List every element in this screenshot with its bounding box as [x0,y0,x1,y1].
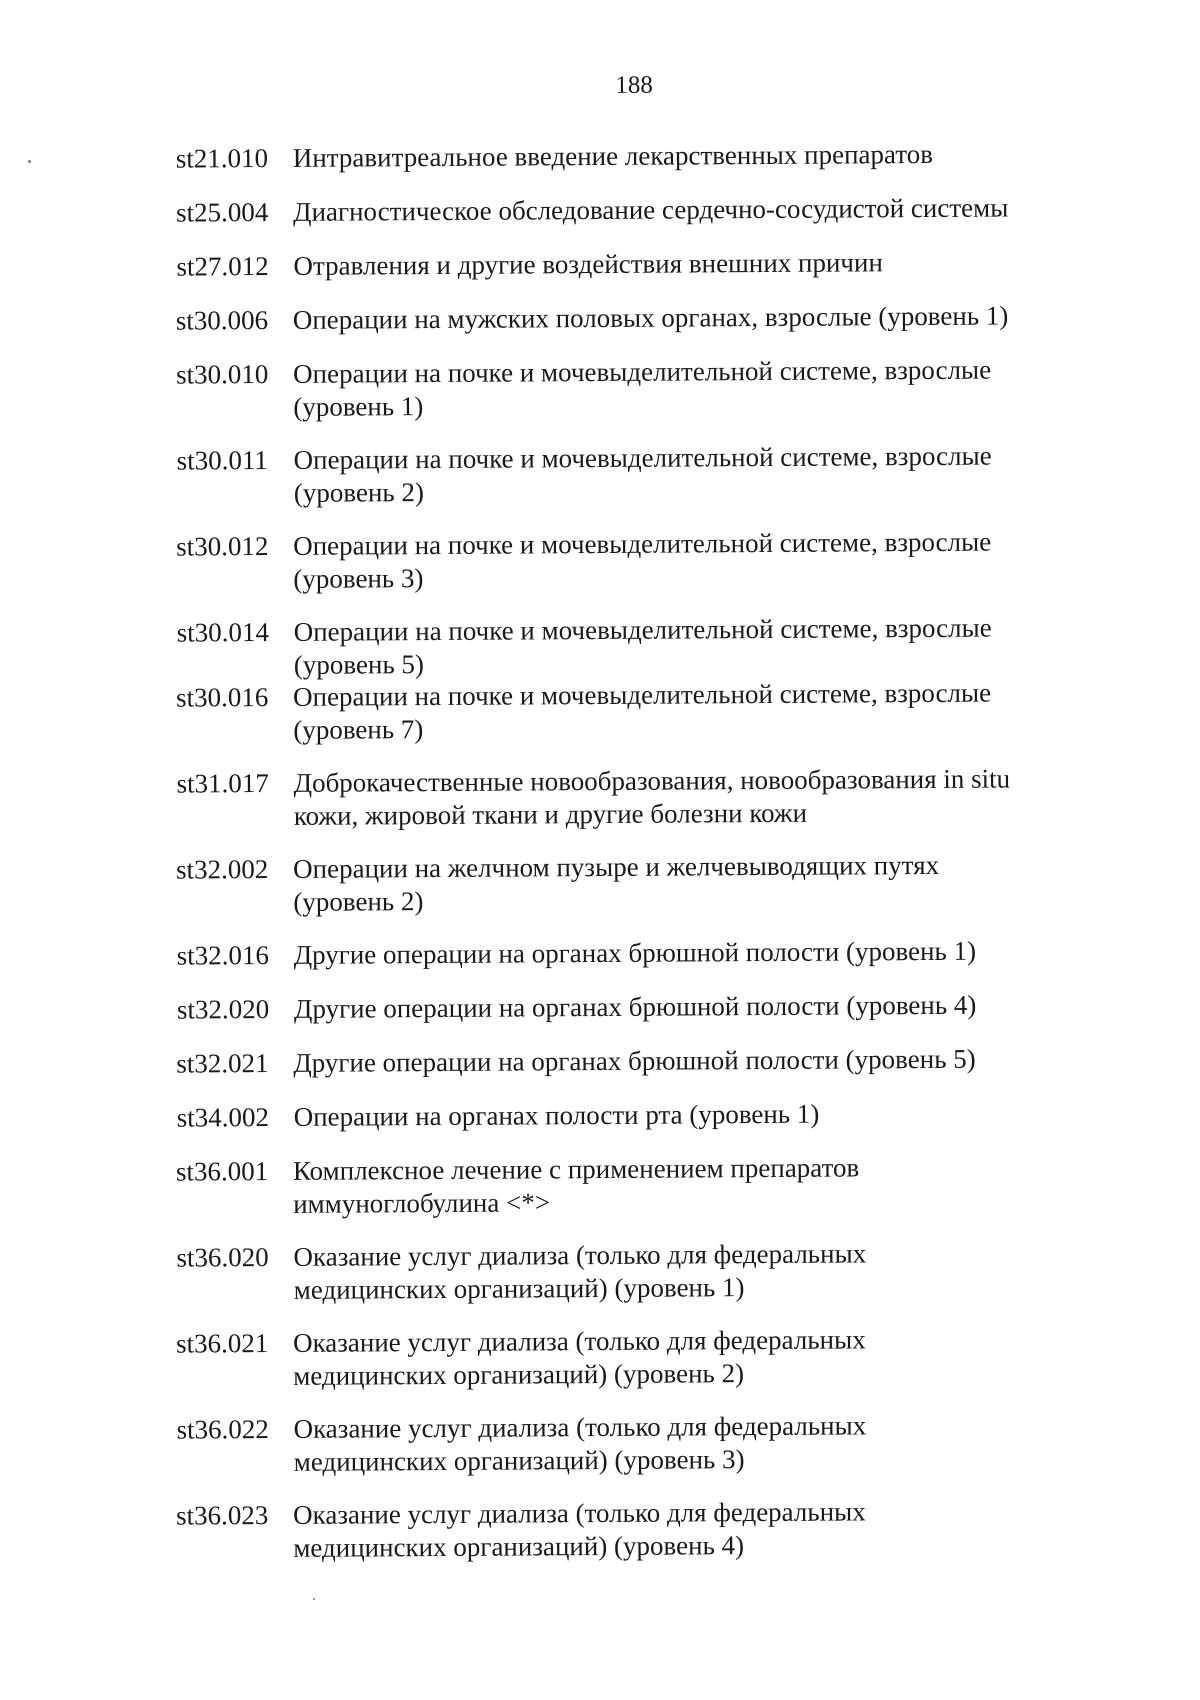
entry-description: Операции на почке и мочевыделительной системе, взрослые (уровень 1) [293,354,992,422]
list-item [176,988,1077,1025]
entry-description: Доброкачественные новообразования, новообразования in situ кожи, жировой ткани и другие болезни кожи [293,763,1011,831]
list-item [176,934,1077,971]
list-item [175,1322,1076,1391]
list-item [176,611,1077,680]
list-item [176,1042,1076,1079]
entry-description: Операции на мужских половых органах, взрослые (уровень 1) [292,300,1009,335]
entry-code: st36.001 [175,1156,269,1187]
entry-code: st36.021 [175,1328,269,1359]
list-item [175,299,1076,336]
entry-description: Операции на почке и мочевыделительной системе, взрослые (уровень 3) [293,526,992,594]
entry-code: st25.004 [176,197,269,228]
list-item [175,1494,1076,1563]
list-item [175,137,1076,174]
entry-code: st32.020 [176,994,270,1025]
list-item [176,191,1076,228]
entry-description: Интравитреальное введение лекарственных препаратов [292,138,934,173]
entry-code: st36.020 [176,1242,269,1273]
entry-description: Оказание услуг диализа (только для федеральных медицинских организаций) (уровень 1) [293,1238,867,1305]
entry-description: Операции на почке и мочевыделительной системе, взрослые (уровень 2) [293,440,992,508]
entry-code: st21.010 [175,143,269,174]
entry-code: st30.006 [175,305,269,336]
list-item [176,1408,1076,1477]
scan-speck [313,1598,315,1600]
entry-code: st30.011 [176,445,268,476]
entry-description: Оказание услуг диализа (только для федеральных медицинских организаций) (уровень 3) [293,1410,867,1477]
list-item [176,353,1076,422]
entry-description: Оказание услуг диализа (только для федеральных медицинских организаций) (уровень 2) [292,1324,866,1391]
entry-description: Другие операции на органах брюшной полости (уровень 5) [293,1043,976,1078]
entry-code: st30.014 [176,617,270,648]
entry-code: st34.002 [176,1102,269,1133]
list-item [176,848,1076,917]
entry-description: Диагностическое обследование сердечно-сосудистой системы [293,192,1009,227]
entry-description: Отравления и другие воздействия внешних причин [293,247,883,281]
entry-description: Операции на почке и мочевыделительной системе, взрослые (уровень 7) [292,677,992,745]
entry-description: Оказание услуг диализа (только для федеральных медицинских организаций) (уровень 4) [292,1496,866,1563]
list-item [176,439,1077,508]
entry-code: st30.012 [176,531,269,562]
entry-code: st36.023 [175,1500,269,1531]
list-item [176,245,1076,282]
entry-code: st27.012 [176,251,269,282]
scan-speck [28,160,31,163]
entry-code: st30.010 [176,359,269,390]
entry-code: st32.021 [176,1048,269,1079]
entry-code: st32.016 [176,940,270,971]
entry-code: st36.022 [176,1414,269,1445]
list-item [175,1150,1076,1219]
entry-code: st31.017 [176,768,269,799]
list-item [176,1096,1077,1133]
entry-description: Операции на органах полости рта (уровень 1) [293,1098,820,1132]
entry-description: Комплексное лечение с применением препаратов иммуноглобулина <*> [292,1152,860,1219]
page-number: 188 [615,71,653,99]
list-item [176,525,1076,594]
entry-code: st32.002 [176,854,269,885]
entry-description: Операции на желчном пузыре и желчевыводящих путях (уровень 2) [293,849,940,917]
entry-code: st30.016 [175,682,269,713]
entry-description: Другие операции на органах брюшной полости (уровень 1) [293,935,977,970]
list-item [176,762,1077,831]
entry-description: Другие операции на органах брюшной полости (уровень 4) [293,989,977,1024]
list-item [176,1236,1076,1305]
entry-description: Операции на почке и мочевыделительной системе, взрослые (уровень 5) [293,612,992,680]
